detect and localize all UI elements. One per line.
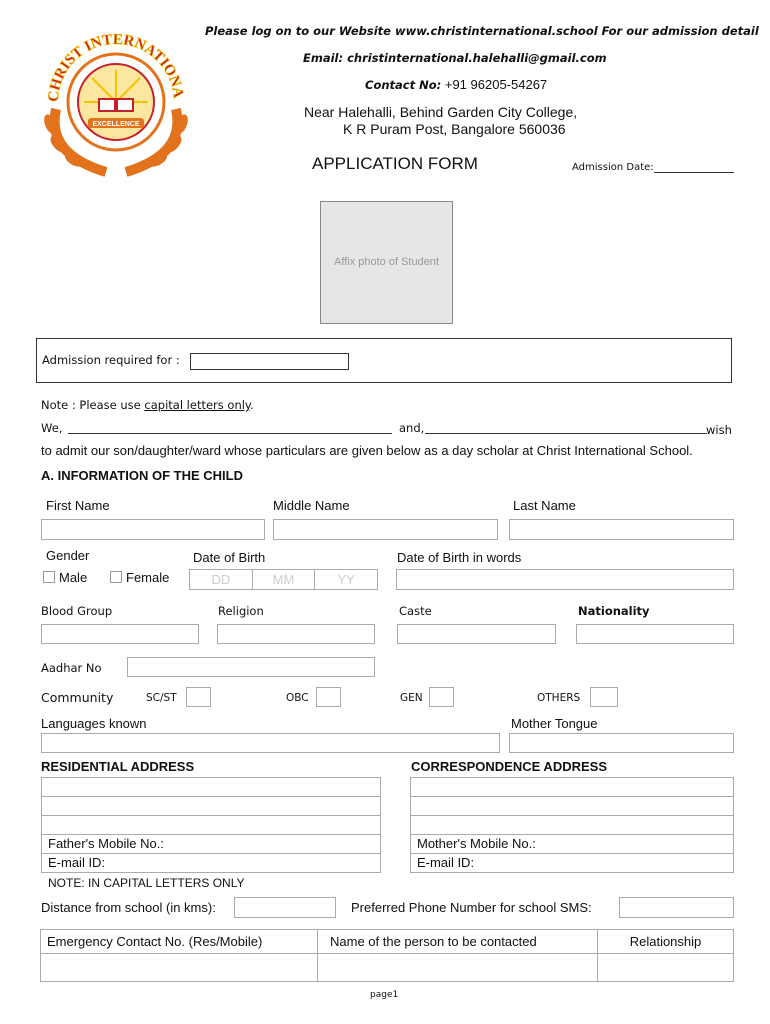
female-label: Female (126, 570, 170, 585)
nationality-label: Nationality (578, 604, 650, 618)
we-label: We, (41, 421, 63, 435)
aadhar-input[interactable] (127, 657, 375, 677)
community-gen-checkbox[interactable] (429, 687, 454, 707)
languages-label: Languages known (41, 716, 147, 731)
mother-tongue-label: Mother Tongue (511, 716, 598, 731)
middle-name-label: Middle Name (273, 498, 350, 513)
correspondence-address-title: CORRESPONDENCE ADDRESS (411, 759, 607, 774)
community-scst-checkbox[interactable] (186, 687, 211, 707)
father-mobile-field[interactable] (41, 834, 381, 854)
intro-text: to admit our son/daughter/ward whose particulars are given below as a day scholar at Christ International School. (41, 443, 693, 458)
dob-words-label: Date of Birth in words (397, 550, 522, 565)
community-obc-checkbox[interactable] (316, 687, 341, 707)
female-checkbox[interactable] (110, 571, 122, 583)
first-name-input[interactable] (41, 519, 265, 540)
photo-placeholder: Affix photo of Student (334, 256, 439, 268)
gender-female-option[interactable] (110, 570, 169, 585)
dob-month-input[interactable]: MM (253, 570, 316, 589)
email-line: Email: christinternational.halehalli@gmail.com (303, 51, 607, 65)
religion-label: Religion (218, 604, 264, 618)
caste-input[interactable] (397, 624, 556, 644)
capital-letters-note (41, 398, 254, 412)
address-line-1: Near Halehalli, Behind Garden City College, (304, 104, 578, 120)
capital-letters-reminder: NOTE: IN CAPITAL LETTERS ONLY (48, 876, 245, 890)
correspondence-email-label: E-mail ID: (417, 855, 475, 870)
note-underlined: capital letters only (144, 398, 251, 412)
community-gen-label: GEN (400, 692, 423, 704)
mother-mobile-field[interactable] (410, 834, 734, 854)
male-checkbox[interactable] (43, 571, 55, 583)
relationship-header: Relationship (598, 930, 734, 954)
school-logo (36, 14, 196, 184)
correspondence-address-line-2[interactable] (410, 796, 734, 816)
gender-male-option[interactable] (43, 570, 87, 585)
note-suffix: . (250, 398, 254, 412)
community-others-label: OTHERS (537, 692, 581, 704)
correspondence-address-block (410, 777, 734, 873)
aadhar-label: Aadhar No (41, 661, 102, 675)
logo-arc-text: CHRIST INTERNATIONA (45, 31, 187, 103)
gender-label: Gender (46, 548, 90, 563)
note-prefix: Note : Please use (41, 398, 145, 412)
admission-date-field[interactable] (654, 172, 734, 173)
wish-label: wish (706, 423, 732, 437)
admission-date-label: Admission Date: (572, 162, 654, 173)
parent-name-1-field[interactable] (68, 433, 392, 434)
community-obc-label: OBC (286, 692, 309, 704)
residential-email-label: E-mail ID: (48, 855, 106, 870)
and-label: and, (399, 421, 425, 435)
father-mobile-label: Father's Mobile No.: (48, 836, 164, 851)
religion-input[interactable] (217, 624, 375, 644)
contact-value: +91 96205-54267 (444, 77, 548, 92)
male-label: Male (59, 570, 88, 585)
community-others-checkbox[interactable] (590, 687, 618, 707)
residential-address-line-3[interactable] (41, 815, 381, 835)
last-name-label: Last Name (513, 498, 576, 513)
residential-address-block (41, 777, 381, 873)
residential-email-field[interactable] (41, 853, 381, 873)
emergency-contact-header: Emergency Contact No. (Res/Mobile) (41, 930, 318, 954)
contact-person-cell[interactable] (318, 954, 598, 982)
contact-line (365, 77, 547, 92)
relationship-cell[interactable] (598, 954, 734, 982)
sms-number-label: Preferred Phone Number for school SMS: (351, 900, 592, 915)
correspondence-email-field[interactable] (410, 853, 734, 873)
community-label: Community (41, 690, 114, 705)
residential-address-title: RESIDENTIAL ADDRESS (41, 759, 195, 774)
address-line-2: K R Puram Post, Bangalore 560036 (343, 121, 566, 137)
residential-address-line-2[interactable] (41, 796, 381, 816)
dob-input-group (189, 569, 378, 590)
logo-ribbon-text: EXCELLENCE (92, 121, 140, 128)
middle-name-input[interactable] (273, 519, 498, 540)
admission-required-label: Admission required for : (42, 353, 180, 367)
caste-label: Caste (399, 604, 432, 618)
last-name-input[interactable] (509, 519, 734, 540)
dob-words-input[interactable] (396, 569, 734, 590)
blood-group-input[interactable] (41, 624, 199, 644)
student-photo-box[interactable] (320, 201, 453, 324)
page-number: page1 (370, 990, 399, 1000)
mother-mobile-label: Mother's Mobile No.: (417, 836, 536, 851)
languages-input[interactable] (41, 733, 500, 753)
community-scst-label: SC/ST (146, 692, 177, 704)
contact-label: Contact No: (365, 78, 442, 92)
correspondence-address-line-3[interactable] (410, 815, 734, 835)
blood-group-label: Blood Group (41, 604, 113, 618)
sms-number-input[interactable] (619, 897, 734, 918)
form-title: APPLICATION FORM (312, 154, 478, 173)
dob-label: Date of Birth (193, 550, 266, 565)
correspondence-address-line-1[interactable] (410, 777, 734, 797)
emergency-contact-cell[interactable] (41, 954, 318, 982)
admission-required-input[interactable] (190, 353, 349, 370)
section-a-title: A. INFORMATION OF THE CHILD (41, 468, 243, 483)
first-name-label: First Name (46, 498, 110, 513)
contact-person-header: Name of the person to be contacted (318, 930, 598, 954)
website-line: Please log on to our Website www.christinternational.school For our admission detail (205, 24, 759, 38)
distance-input[interactable] (234, 897, 336, 918)
parent-name-2-field[interactable] (425, 433, 707, 434)
nationality-input[interactable] (576, 624, 734, 644)
mother-tongue-input[interactable] (509, 733, 734, 753)
dob-year-input[interactable]: YY (337, 572, 355, 587)
distance-label: Distance from school (in kms): (41, 900, 216, 915)
dob-day-input[interactable]: DD (190, 570, 253, 589)
residential-address-line-1[interactable] (41, 777, 381, 797)
emergency-contact-table (40, 929, 734, 982)
